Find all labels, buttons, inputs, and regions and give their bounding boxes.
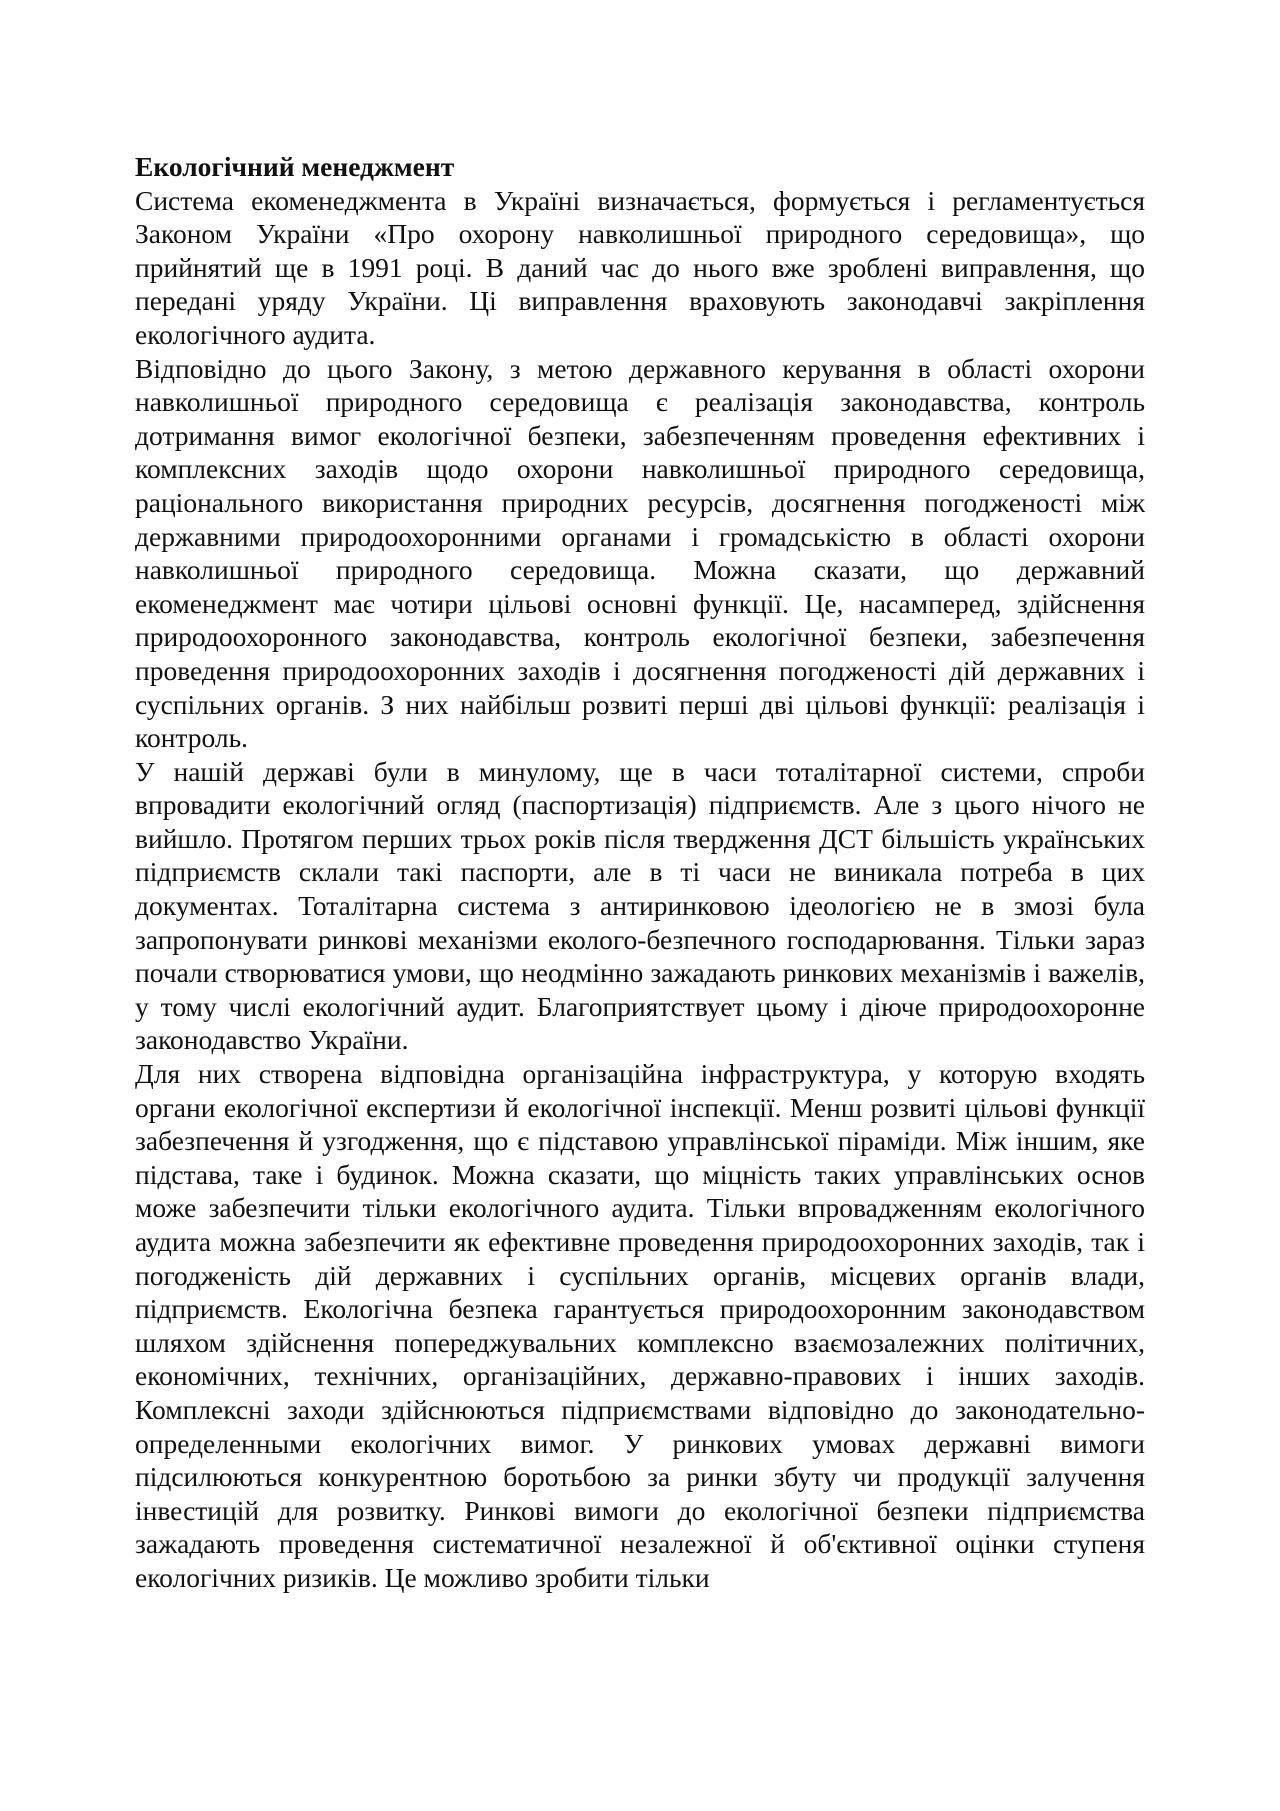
paragraph: Для них створена відповідна організаційна інфраструктура, у которую входять органи екологічної експертизи й екологічної інспекції. Менш розвиті цільові функції забезпечення й узгодження, що є підставою управлінської піраміди. Між іншим, яке підстава, таке і будинок. Можна сказати, що міцність таких управлінських основ може забезпечити тільки екологічного аудита. Тільки впровадженням екологічного аудита можна забезпечити як ефективне проведення природоохоронних заходів, так і погодженість дій державних і суспільних органів, місцевих органів влади, підприємств. Екологічна безпека гарантується природоохоронним законодавством шляхом здійснення попереджувальних комплексно взаємозалежних політичних, економічних, технічних, організаційних, державно-правових і інших заходів. Комплексні заходи здійснюються підприємствами відповідно до законодательно-определенными екологічних вимог. У ринкових умовах державні вимоги підсилюються конкурентною боротьбою за ринки збуту чи продукції залучення інвестицій для розвитку. Ринкові вимоги до екологічної безпеки підприємства зажадають проведення систематичної незалежної й об'єктивної оцінки ступеня екологічних ризиків. Це можливо зробити тільки [135, 1058, 1145, 1593]
document-title: Екологічний менеджмент [135, 151, 455, 182]
paragraph: Відповідно до цього Закону, з метою державного керування в області охорони навколишньої природного середовища є реалізація законодавства, контроль дотримання вимог екологічної безпеки, забезпеченням проведення ефективних і комплексних заходів щодо охорони навколишньої природного середовища, раціонального використання природних ресурсів, досягнення погодженості між державними природоохоронними органами і громадськістю в області охорони навколишньої природного середовища. Можна сказати, що державний екоменеджмент має чотири цільові основні функції. Це, насамперед, здійснення природоохоронного законодавства, контроль екологічної безпеки, забезпечення проведення природоохоронних заходів і досягнення погодженості дій державних і суспільних органів. З них найбільш розвиті перші дві цільові функції: реалізація і контроль. [135, 352, 1145, 754]
paragraph: Система екоменеджмента в Україні визначається, формується і регламентується Законом України «Про охорону навколишньої природного середовища», що прийнятий ще в 1991 році. В даний час до нього вже зроблені виправлення, що передані уряду України. Ці виправлення враховують законодавчі закріплення екологічного аудита. [135, 184, 1145, 350]
document-body [135, 150, 1145, 1595]
paragraph: У нашій державі були в минулому, ще в часи тоталітарної системи, спроби впровадити екологічний огляд (паспортизація) підприємств. Але з цього нічого не вийшло. Протягом перших трьох років після твердження ДСТ більшість українських підприємств склали такі паспорти, але в ті часи не виникала потреба в цих документах. Тоталітарна система з антиринковою ідеологією не в змозі була запропонувати ринкові механізми еколого-безпечного господарювання. Тільки зараз почали створюватися умови, що неодмінно зажадають ринкових механізмів і важелів, у тому числі екологічний аудит. Благоприятствует цьому і діюче природоохоронне законодавство України. [135, 755, 1145, 1056]
